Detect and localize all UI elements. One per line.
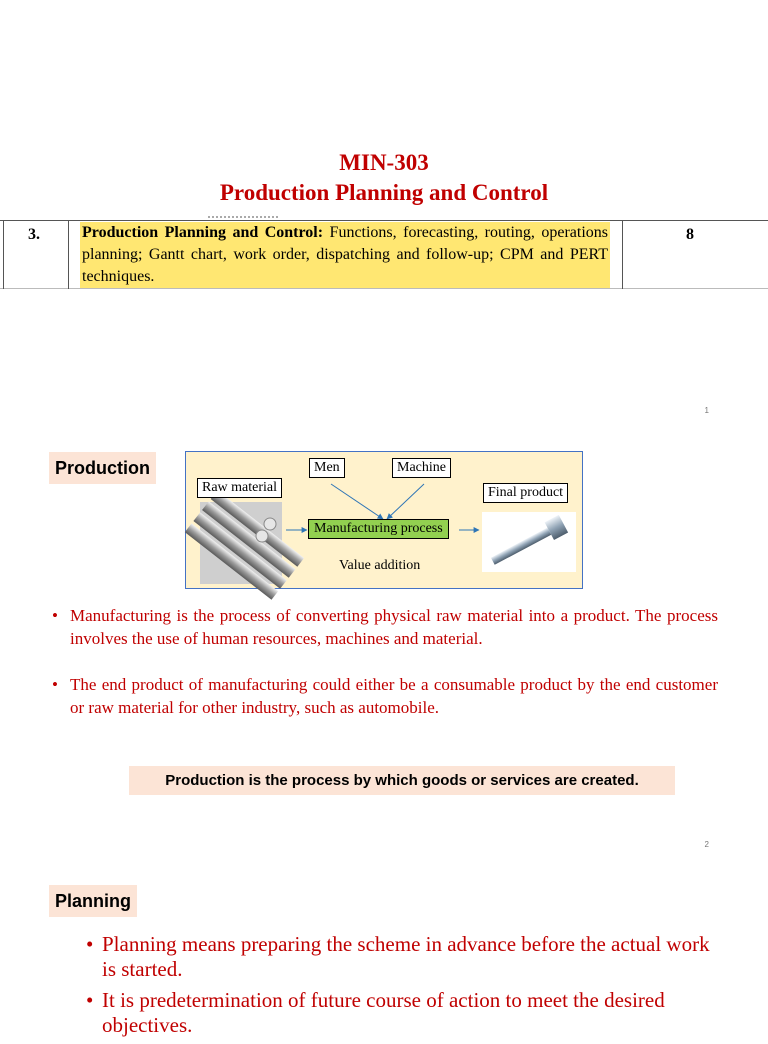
table-col-border (3, 220, 4, 289)
table-col-border (68, 220, 69, 289)
value-addition-caption: Value addition (339, 558, 421, 573)
production-bullets (52, 604, 718, 742)
bolt-icon (482, 512, 576, 572)
arrow-machine-to-process (387, 484, 424, 519)
bullet-item: • Manufacturing is the process of converting physical raw material into a product. The process involves the use of human resources, machines and material. (52, 604, 718, 650)
bullet-item: • The end product of manufacturing could either be a consumable product by the end customer or raw material for other industry, such as automobile. (52, 673, 718, 719)
table-top-border (0, 220, 768, 221)
table-bottom-border (0, 288, 768, 289)
manufacturing-process-box: Manufacturing process (308, 519, 449, 539)
bolt-image (482, 512, 576, 572)
page-number: 2 (704, 840, 709, 849)
manufacturing-diagram (185, 451, 583, 589)
slide-planning (0, 864, 768, 1037)
bullet-item: • Planning means preparing the scheme in advance before the actual work is started. (86, 932, 716, 982)
syllabus-topic-details: Functions, forecasting, routing, operations planning; Gantt chart, work order, dispatching and follow-up; CPM and PERT techniques. (82, 224, 608, 285)
course-code-title: MIN-303 (339, 150, 429, 175)
table-col-border (622, 220, 623, 289)
steel-rods-image (200, 502, 282, 584)
label-machine: Machine (392, 458, 451, 478)
syllabus-topic-heading: Production Planning and Control: (82, 224, 324, 241)
steel-rods-icon (200, 502, 282, 584)
slide-production (0, 432, 768, 864)
course-name-title: Production Planning and Control (219, 180, 549, 205)
syllabus-unit-number: 3. (28, 226, 40, 243)
bullet-item: • It is predetermination of future course of action to meet the desired objectives. (86, 988, 716, 1038)
section-heading: Planning (49, 885, 137, 917)
section-heading: Production (49, 452, 156, 484)
label-final-product: Final product (483, 483, 568, 503)
arrow-men-to-process (331, 484, 383, 519)
planning-bullets (86, 932, 716, 1044)
production-definition: Production is the process by which goods or services are created. (129, 766, 675, 795)
slide-course-title (0, 0, 768, 432)
syllabus-topic (80, 222, 610, 288)
page-number: 1 (704, 406, 709, 415)
label-raw-material: Raw material (197, 478, 282, 498)
syllabus-hours: 8 (686, 226, 694, 243)
label-men: Men (309, 458, 345, 478)
